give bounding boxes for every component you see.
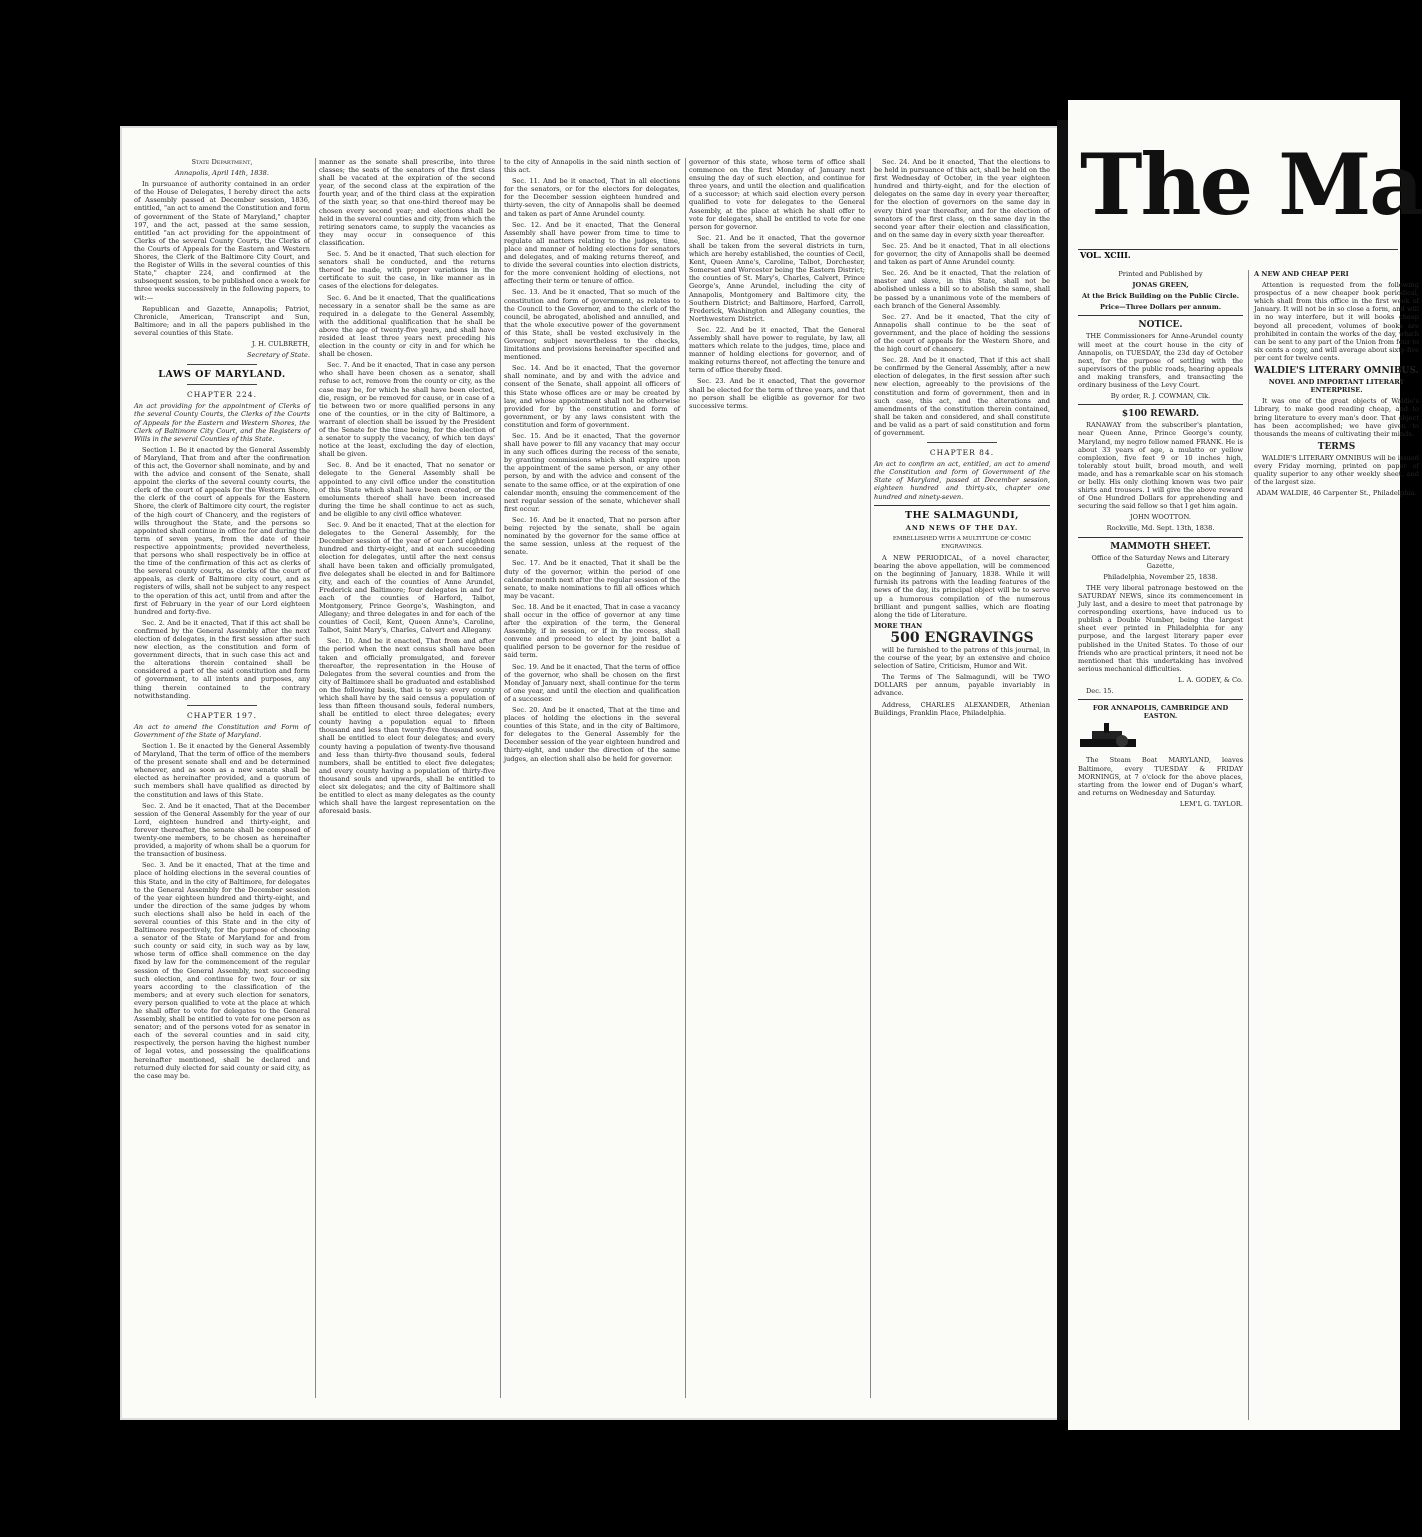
sec-13: Sec. 13. And be it enacted, That so much of the constitution and form of government, as relates to the Council to the Governor, and to the clerk of the council, be abrogated, abolished and annulled, and that the whole executive power of the government of this State, shall be vested exclusively in the Governor, subject nevertheless to the checks, limitations and provisions hereinafter specified and mentioned. — [504, 288, 680, 362]
cheap-periodical-title: A NEW AND CHEAP PERI — [1254, 270, 1349, 278]
waldie-sub: NOVEL AND IMPORTANT LITERARY ENTERPRISE. — [1268, 378, 1405, 395]
notice-signature: By order, R. J. COWMAN, Clk. — [1110, 392, 1211, 401]
printed-by: Printed and Published by — [1118, 270, 1203, 278]
chapter-197-s1: Section 1. Be it enacted by the General Assembly of Maryland, That the term of office of the members of the present senate shall end and be determined whenever, and as soon as a new senate shall be elected as hereinafter provided, and a quorum of such members shall have qualified as directed by the constitution and laws of this State. — [134, 742, 310, 799]
column-1 — [134, 158, 310, 1398]
sec-15: Sec. 15. And be it enacted, That the governor shall have power to fill any vacancy that may occur in any such offices during the recess of the senate, by granting commissions which shall expire upon the appointment of the same person, or any other person, by and with the advice and consent of the senate to the same office, or at the expiration of one calendar month, ensuing the commencement of the next regular session of the senate, whichever shall first occur. — [504, 432, 680, 513]
sec-23: Sec. 23. And be it enacted, That the governor shall be elected for the term of three years, and that no person shall be eligible as governor for two successive terms. — [689, 377, 865, 410]
sec-22: Sec. 22. And be it enacted, That the General Assembly shall have power to regulate, by law, all matters which relate to the judges, time, place and manner of holding elections for governor, and of making returns thereof, not affecting the tenure and term of office thereby fixed. — [689, 325, 865, 375]
mammoth-sub: Office of the Saturday News and Literary Gazette, — [1091, 553, 1230, 570]
boat-title: FOR ANNAPOLIS, CAMBRIDGE AND EASTON. — [1092, 704, 1229, 721]
notice-text: THE Commissioners for Anne-Arundel county will meet at the court house in the city of Annapolis, on TUESDAY, the 23d day of October next, for the purpose of settling with the supervisors of the public roads, hearing appeals and making transfers, and transacting the ordinary business of the Levy Court. — [1078, 332, 1243, 390]
column-rule — [500, 158, 501, 1398]
reward-place: Rockville, Md. Sept. 13th, 1838. — [1106, 524, 1215, 533]
laws-title: LAWS OF MARYLAND. — [158, 369, 286, 381]
sec-27: Sec. 27. And be it enacted, That the city of Annapolis shall continue to be the seat of government, and the place of holding the sessions of the court of appeals for the Western Shore, and the high court of chancery. — [874, 312, 1050, 354]
godey-signature: L. A. GODEY, & Co. — [1178, 675, 1243, 684]
sec-18: Sec. 18. And be it enacted, That in case a vacancy shall occur in the office of governor at any time after the expiration of the term, the General Assembly, if in session, or if in the recess, shall convene and proceed to elect by joint ballot a qualified person to be governor for the residue of said term. — [504, 602, 680, 660]
chapter-197-heading: CHAPTER 197. — [187, 710, 257, 720]
salmagundi-text: A NEW PERIODICAL, of a novel character, bearing the above appellation, will be commenced on the beginning of January, 1838. While it will furnish its patrons with the leading features of the news of the day, its principal object will be to serve up a humorous compilation of the numerous brilliant and pungent sallies, which are floating along the tide of Literature. — [874, 554, 1050, 619]
sec-9: Sec. 9. And be it enacted, That at the election for delegates to the General Assembly, for the December session of the year of our Lord eighteen hundred and thirty-eight, and at each succeeding election for delegates, until after the next census shall have been taken and officially promulgated, five delegates shall be elected in and for Baltimore city, and each of the counties of Anne Arundel, Frederick and Baltimore; four delegates in and for each of the counties of Harford, Talbot, Montgomery, Prince George's, Washington, and Allegany; and three delegates in and for each of the counties of Cecil, Kent, Queen Anne's, Caroline, Talbot, Saint Mary's, Charles, Calvert and Allegany. — [319, 521, 495, 635]
col2-text: manner as the senate shall prescribe, into three classes; the seats of the senators of the first class shall be vacated at the expiration of the second year, of the second class at the expiration of the fourth year, and of the third class at the expiration of the sixth year, so that one-third thereof may be chosen every second year; and elections shall be held in the several counties and city, from which the retiring senators came, to supply the vacancies as they may occur in consequence of this classification. — [319, 158, 495, 247]
signer: J. H. CULBRETH, — [251, 339, 310, 348]
salmagundi-engravings: 500 ENGRAVINGS — [890, 629, 1034, 646]
left-newspaper-page — [122, 128, 1057, 1418]
godey-date: Dec. 15. — [1086, 687, 1114, 696]
divider — [187, 384, 257, 385]
col3-text: to the city of Annapolis in the said ninth section of this act. — [504, 158, 680, 175]
col4-text: governor of this state, whose term of office shall commence on the first Monday of January next ensuing the day of such election, and continue for three years, and until the election and qualification of a successor; at which said election every person qualified to vote for delegates to the General Assembly, at the place at which he shall offer to vote for delegates, shall be entitled to vote for one person for governor. — [689, 158, 865, 231]
sec-10: Sec. 10. And be it enacted, That from and after the period when the next census shall have been taken and officially promulgated, and forever thereafter, the representation in the House of Delegates from the several counties and from the city of Baltimore shall be graduated and established on the following basis, that is to say: every county which shall have by the said census a population of less than fifteen thousand souls, federal numbers, shall be entitled to elect three delegates; every county having a population equal to fifteen thousand and less than twenty-five thousand souls, shall be entitled to elect four delegates; and every county having a population of twenty-five thousand and less than thirty-five thousand souls, federal numbers, shall be entitled to elect five delegates; and every county having a population of thirty-five thousand souls and upwards, shall be entitled to elect six delegates; and the city of Baltimore shall be entitled to elect as many delegates as the county which shall have the largest representation on the aforesaid basis. — [319, 637, 495, 816]
column-4 — [689, 158, 865, 1398]
chapter-224-title: An act providing for the appointment of Clerks of the several County Courts, the Clerks of the Courts of Appeals for the Eastern and Western Shores, the Clerk of Baltimore City Court, and the Registers of Wills in the several Counties of this State. — [134, 402, 310, 443]
chapter-84-title: An act to confirm an act, entitled, an act to amend the Constitution and form of Government of the State of Maryland, passed at December session, eighteen hundred and thirty-six, chapter one hundred and ninety-seven. — [874, 460, 1050, 501]
salmagundi-sub: AND NEWS OF THE DAY. — [905, 523, 1019, 532]
sec-7: Sec. 7. And be it enacted, That in case any person who shall have been chosen as a senator, shall refuse to act, remove from the county or city, as the case may be, for which he shall have been elected, die, resign, or be removed for cause, or in case of a tie between two or more qualified persons in any one of the counties, or in the city of Baltimore, a warrant of election shall be issued by the President of the Senate for the time being, for the election of a senator to supply the vacancy, of which ten days' notice at the least, excluding the day of election, shall be given. — [319, 361, 495, 459]
dept-header: State Department, — [191, 158, 253, 166]
chapter-224-s2: Sec. 2. And be it enacted, That if this act shall be confirmed by the General Assembly after the next election of delegates, in the first session after such new election, as the constitution and form of government directs, that in such case this act and the alterations therein contained shall be considered a part of the said constitution and form of government, to all intents and purposes, any thing therein contained to the contrary notwithstanding. — [134, 618, 310, 700]
sec-28: Sec. 28. And be it enacted, That if this act shall be confirmed by the General Assembly, after a new election of delegates, in the first session after such new election, agreeably to the provisions of the constitution and form of government, then and in such case, this act, and the alterations and amendments of the constitution therein contained, shall be taken and considered, and shall constitute and be valid as a part of said constitution and form of government. — [874, 356, 1050, 437]
terms-title: TERMS — [1317, 441, 1356, 452]
page-fold — [1057, 120, 1068, 1420]
chapter-224-s1: Section 1. Be it enacted by the General Assembly of Maryland, That from and after the confirmation of this act, the Governor shall nominate, and by and with the advice and consent of the Senate, shall appoint the clerks of the several county courts, the clerk of the court of appeals for the Western Shore, the clerk of the court of appeals for the Eastern Shore, the clerk of Baltimore city court, the register of the high court of Chancery, and the registers of wills throughout the State, and the persons so appointed shall continue in office for and during the term of seven years, from the date of their respective appointments; provided nevertheless, that persons who shall respectively be in office at the time of the confirmation of this act as clerks of the several county courts, as clerks of the court of appeals, as clerk of Baltimore city court, and as registers of wills, shall not be subject to any respect to the operation of this act, until from and after the first of February in the year of our Lord eighteen hundred and forty-five. — [134, 445, 310, 616]
waldie-text: It was one of the great objects of Waldie's Library, to make good reading cheap, and to bring literature to every man's door. That object has been accomplished; we have given to thousands the means of cultivating their minds. — [1254, 397, 1419, 438]
mammoth-date: Philadelphia, November 25, 1838. — [1103, 572, 1218, 581]
divider — [1078, 699, 1243, 700]
waldie-address: ADAM WALDIE, 46 Carpenter St., Philadelphia. — [1256, 489, 1417, 498]
divider — [187, 364, 257, 365]
boat-text: The Steam Boat MARYLAND, leaves Baltimore, every TUESDAY & FRIDAY MORNINGS, at 7 o'clock for the above places, starting from the lower end of Dugan's wharf, and returns on Wednesday and Saturday. — [1078, 756, 1243, 797]
divider — [927, 442, 997, 443]
cheap-periodical-text: Attention is requested from the following prospectus of a new cheaper book periodical, which shall from this office in the first week of January. It will not be in so close a form, and will in no way interfere, but it will books cheap beyond all precedent, volumes of books are prohibited in contain the works of the day, which can be sent to any part of the Union from four to six cents a copy, and will average about sixty-five per cent for twelve cents. — [1254, 281, 1419, 362]
waldie-title: WALDIE'S LITERARY OMNIBUS. — [1254, 366, 1419, 377]
column-2 — [319, 158, 495, 1398]
divider — [1078, 404, 1243, 405]
salmagundi-text2: will be furnished to the patrons of this journal, in the course of the year, by an extensive and choice selection of Satire, Criticism, Humor and Wit. — [874, 645, 1050, 671]
publisher: JONAS GREEN, — [1132, 281, 1189, 290]
chapter-84-heading: CHAPTER 84. — [929, 448, 995, 458]
price: Price—Three Dollars per annum. — [1100, 303, 1221, 312]
column-3 — [504, 158, 680, 1398]
notice-title: NOTICE. — [1138, 320, 1183, 331]
sec-21: Sec. 21. And be it enacted, That the governor shall be taken from the several districts in turn, which are hereby established, the counties of Cecil, Kent, Queen Anne's, Caroline, Talbot, Dorchester, Somerset and Worcester being the Eastern District; the counties of St. Mary's, Charles, Calvert, Prince George's, Anne Arundel, including the city of Annapolis, Montgomery and Baltimore city, the Southern District; and Baltimore, Harford, Carroll, Frederick, Washington and Allegany counties, the Northwestern District. — [689, 233, 865, 323]
mammoth-title: MAMMOTH SHEET. — [1110, 541, 1211, 552]
sec-8: Sec. 8. And be it enacted, That no senator or delegate to the General Assembly shall be appointed to any civil office under the constitution of this State which shall have been created, or the emoluments thereof shall have been increased during the time he shall continue to act as such, and be eligible to any civil office whatever. — [319, 461, 495, 518]
salmagundi-title: THE SALMAGUNDI, — [905, 509, 1019, 521]
sec-11: Sec. 11. And be it enacted, That in all elections for the senators, or for the electors for delegates, for the December session eighteen hundred and thirty-seven, the city of Annapolis shall be deemed and taken as part of Anne Arundel county. — [504, 177, 680, 218]
sec-6: Sec. 6. And be it enacted, That the qualifications necessary in a senator shall be the same as are required in a delegate to the General Assembly, with the additional qualification that he shall be above the age of twenty-five years, and shall have resided at least three years next preceding his election in the county or city in and for which he shall be chosen. — [319, 293, 495, 359]
salmagundi-terms: The Terms of The Salmagundi, will be TWO DOLLARS per annum, payable invariably in advance. — [874, 673, 1050, 698]
right-column-2 — [1254, 270, 1419, 1420]
divider — [1078, 315, 1243, 316]
boat-signature: LEM'L G. TAYLOR. — [1179, 799, 1243, 808]
salmagundi-address: Address, CHARLES ALEXANDER, Athenian Buildings, Franklin Place, Philadelphia. — [874, 700, 1050, 717]
chapter-197-title: An act to amend the Constitution and Form of Government of the State of Maryland. — [134, 722, 310, 739]
dept-intro: In pursuance of authority contained in an order of the House of Delegates, I hereby direct the acts of Assembly passed at December session, 1836, entitled, "an act to amend the Constitution and form of government of the State of Maryland," chapter 197, and the act, passed at the same session, entitled "an act providing for the appointment of Clerks of the several County Courts, the Clerks of the Courts of Appeals for the Eastern and Western Shores, the Clerk of the Baltimore City Court, and the Register of Wills in the several counties of this State," chapter 224, and confirmed at the subsequent session, to be published once a week for three weeks successively in the following papers, to wit:— — [134, 180, 310, 302]
sec-14: Sec. 14. And be it enacted, That the governor shall nominate, and by and with the advice and consent of the Senate, shall appoint all officers of this State whose offices are or may be created by law, and whose appointment shall not be otherwise provided for by the constitution and form of government, or by any laws consistent with the constitution and form of government. — [504, 364, 680, 429]
sec-24: Sec. 24. And be it enacted, That the elections to be held in pursuance of this act, shall be held on the first Wednesday of October, in the year eighteen hundred and thirty-eight, and for the election of delegates on the same day in every year thereafter, for the election of governors on the same day in every third year thereafter, and for the election of senators of the first class, on the same day in the second year after their election and classification, and on the same day in every sixth year thereafter. — [874, 158, 1050, 239]
sec-12: Sec. 12. And be it enacted, That the General Assembly shall have power from time to time to regulate all matters relating to the judges, time, place and manner of holding elections for senators and delegates, and of making returns thereof, and to divide the several counties into election districts, for the more convenient holding of elections, not affecting their term or tenure of office. — [504, 220, 680, 286]
chapter-224-heading: CHAPTER 224. — [187, 390, 257, 400]
signer-title: Secretary of State. — [247, 351, 310, 360]
sec-16: Sec. 16. And be it enacted, That no person after being rejected by the senate, shall be again nominated by the governor for the same office at the same session, unless at the request of the senate. — [504, 515, 680, 557]
sec-17: Sec. 17. And be it enacted, That it shall be the duty of the governor, within the period of one calendar month next after the regular session of the senate, to make nominations to fill all offices which may be vacant. — [504, 559, 680, 600]
publisher-address: At the Brick Building on the Public Circle. — [1081, 292, 1240, 301]
salmagundi-sub2: EMBELLISHED WITH A MULTITUDE OF COMIC ENGRAVINGS. — [892, 535, 1032, 550]
sec-26: Sec. 26. And be it enacted, That the relation of master and slave, in this State, shall not be abolished unless a bill so to abolish the same, shall be passed by a unanimous vote of the members of each branch of the General Assembly. — [874, 269, 1050, 310]
chapter-197-s3: Sec. 3. And be it enacted, That at the time and place of holding elections in the several counties of this State, and in the city of Baltimore, for delegates to the General Assembly for the December session of the year eighteen hundred and thirty-eight, and under the direction of the same judges by whom such elections shall also be held in each of the several counties of this State and in the city of Baltimore respectively, for the purpose of choosing a senator of the State of Maryland for and from such county or said city, in such way as by law, whose term of office shall commence on the day fixed by law for the commencement of the regular session of the General Assembly, next succeeding such election, and continue for two, four or six years according to the classification of the members; and at every such election for senators, every person qualified to vote at the place at which he shall offer to vote for delegates to the General Assembly, shall be entitled to vote for one person as senator; and of the persons voted for as senator in each of the several counties and in said city, respectively, the person having the highest number of legal votes, and possessing the qualifications hereinafter mentioned, shall be declared and returned duly elected for said county or said city, as the case may be. — [134, 861, 310, 1080]
dept-papers: Republican and Gazette, Annapolis; Patriot, Chronicle, American, Transcript and Sun, Baltimore; and in all the papers published in the several counties of this State. — [134, 304, 310, 337]
right-column-1 — [1078, 270, 1243, 1420]
sec-20: Sec. 20. And be it enacted, That at the time and places of holding the elections in the several counties of this State, and in the city of Baltimore, for delegates to the General Assembly for the December session of the year eighteen hundred and thirty-eight, and under the direction of the same judges, an election shall also be held for governor. — [504, 706, 680, 763]
column-rule — [1248, 270, 1249, 1420]
masthead-title: The Ma — [1080, 135, 1422, 234]
volume-label: VOL. XCIII. — [1080, 250, 1131, 260]
divider — [187, 705, 257, 706]
reward-title: $100 REWARD. — [1121, 409, 1200, 420]
steamboat-icon — [1078, 723, 1243, 753]
salmagundi-more: MORE THAN — [874, 621, 923, 630]
column-rule — [870, 158, 871, 1398]
sec-25: Sec. 25. And be it enacted, That in all elections for governor, the city of Annapolis shall be deemed and taken as part of Anne Arundel county. — [874, 241, 1050, 267]
column-5 — [874, 158, 1050, 1398]
divider — [1078, 537, 1243, 538]
chapter-197-s2: Sec. 2. And be it enacted, That at the December session of the General Assembly for the year of our Lord, eighteen hundred and thirty-eight, and forever thereafter, the senate shall be composed of twenty-one members, to be chosen as hereinafter provided, a majority of whom shall be a quorum for the transaction of business. — [134, 801, 310, 859]
mammoth-text: THE very liberal patronage bestowed on the SATURDAY NEWS, since its commencement in July last, and a desire to meet that patronage by corresponding exertions, have induced us to publish a Double Number, being the largest sheet ever printed in Philadelphia for any purpose, and the largest literary paper ever published in the United States. To those of our friends who are practical printers, it need not be mentioned that this undertaking has involved serious mechanical difficulties. — [1078, 583, 1243, 673]
right-newspaper-page — [1068, 100, 1422, 1430]
sec-19: Sec. 19. And be it enacted, That the term of office of the governor, who shall be chosen on the first Monday of January next, shall continue for the term of one year, and until the election and qualification of a successor. — [504, 662, 680, 703]
dept-date: Annapolis, April 14th, 1838. — [175, 169, 269, 178]
reward-text: RANAWAY from the subscriber's plantation, near Queen Anne, Prince George's county, Maryland, my negro fellow named FRANK. He is about 33 years of age, a mulatto or yellow complexion, five feet 9 or 10 inches high, tolerably stout built, broad mouth, and well made, and has a remarkable scar on his stomach or belly. His only clothing known was two pair shirts and trousers. I will give the above reward of One Hundred Dollars for apprehending and securing the said fellow so that I get him again. — [1078, 421, 1243, 511]
divider — [874, 505, 1050, 506]
column-rule — [315, 158, 316, 1398]
terms-text: WALDIE'S LITERARY OMNIBUS will be issued every Friday morning, printed on paper of quality superior to any other weekly sheet, and of the largest size. — [1254, 453, 1419, 487]
reward-signature: JOHN WOOTTON. — [1129, 513, 1192, 522]
column-rule — [685, 158, 686, 1398]
sec-5: Sec. 5. And be it enacted, That such election for senators shall be conducted, and the returns thereof be made, with proper variations in the certificate to suit the case, in like manner as in cases of the elections for delegates. — [319, 250, 495, 291]
